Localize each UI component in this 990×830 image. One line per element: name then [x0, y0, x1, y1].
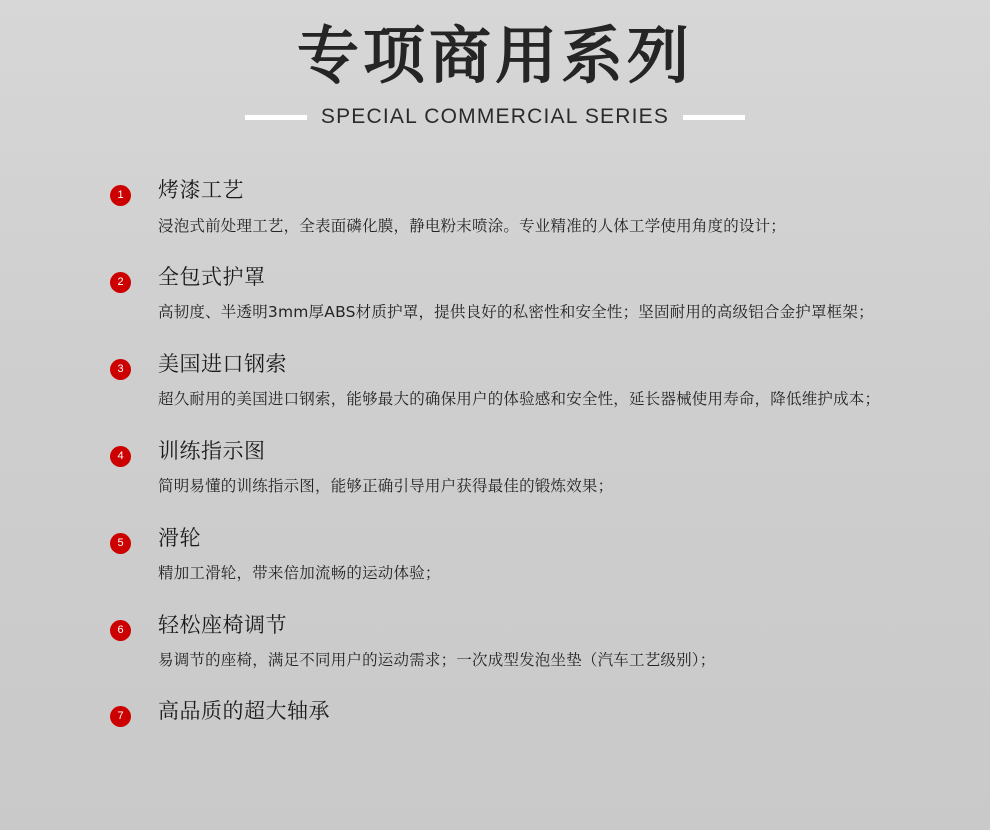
list-item	[105, 525, 930, 587]
feature-body	[105, 177, 930, 239]
feature-body	[105, 351, 930, 413]
feature-body	[105, 264, 930, 326]
page-header	[0, 0, 990, 129]
subtitle-row	[0, 105, 990, 129]
divider-left	[245, 115, 307, 120]
feature-description: 浸泡式前处理工艺，全表面磷化膜，静电粉末喷涂。专业精准的人体工学使用角度的设计；	[158, 216, 787, 235]
feature-description: 精加工滑轮，带来倍加流畅的运动体验；	[158, 564, 441, 583]
feature-list	[0, 177, 990, 725]
feature-title: 高品质的超大轴承	[158, 699, 330, 724]
feature-title: 轻松座椅调节	[158, 612, 287, 637]
feature-body	[105, 698, 930, 725]
feature-number-badge: 5	[110, 533, 131, 554]
feature-title: 美国进口钢索	[158, 352, 287, 377]
feature-body	[105, 438, 930, 500]
page-title: 专项商用系列	[296, 19, 693, 92]
list-item	[105, 438, 930, 500]
feature-description: 简明易懂的训练指示图，能够正确引导用户获得最佳的锻炼效果；	[158, 477, 614, 496]
feature-body	[105, 612, 930, 674]
feature-description: 易调节的座椅，满足不同用户的运动需求；一次成型发泡坐垫（汽车工艺级别）；	[158, 650, 716, 669]
feature-number-badge: 7	[110, 706, 131, 727]
feature-number-badge: 3	[110, 359, 131, 380]
list-item	[105, 264, 930, 326]
list-item	[105, 612, 930, 674]
feature-title: 全包式护罩	[158, 265, 266, 290]
feature-description: 超久耐用的美国进口钢索，能够最大的确保用户的体验感和安全性，延长器械使用寿命，降低维护成本；	[158, 390, 881, 409]
feature-title: 滑轮	[158, 525, 201, 550]
feature-number-badge: 4	[110, 446, 131, 467]
list-item	[105, 351, 930, 413]
divider-right	[683, 115, 745, 120]
page-subtitle: SPECIAL COMMERCIAL SERIES	[320, 105, 670, 129]
list-item	[105, 177, 930, 239]
feature-title: 烤漆工艺	[158, 178, 244, 203]
feature-number-badge: 2	[110, 272, 131, 293]
list-item	[105, 698, 930, 725]
feature-body	[105, 525, 930, 587]
feature-number-badge: 6	[110, 620, 131, 641]
feature-number-badge: 1	[110, 185, 131, 206]
feature-description: 高韧度、半透明3mm厚ABS材质护罩，提供良好的私密性和安全性；坚固耐用的高级铝合金护罩框架；	[158, 303, 874, 322]
feature-title: 训练指示图	[158, 438, 266, 463]
